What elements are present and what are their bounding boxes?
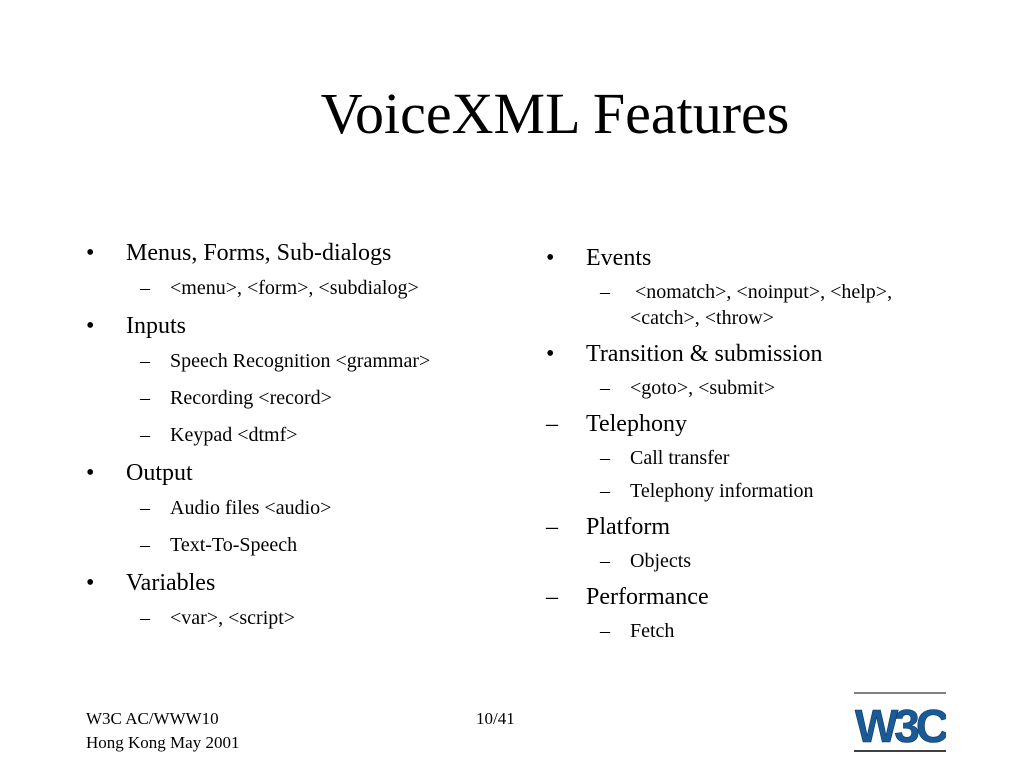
- dash-marker: –: [600, 377, 610, 399]
- bullet-text: Platform: [586, 514, 670, 540]
- w3c-logo-text: W3C: [854, 700, 946, 752]
- dash-marker: –: [600, 480, 610, 502]
- dash-marker: –: [600, 550, 610, 572]
- bullet-marker: •: [546, 245, 555, 271]
- dash-marker: –: [140, 534, 150, 556]
- bullet-text: <nomatch>, <noinput>, <help>, <catch>, <throw>: [630, 281, 898, 329]
- bullet-text: Speech Recognition <grammar>: [170, 350, 431, 372]
- right-bullet-list: [544, 243, 984, 644]
- sub-bullet-item: [544, 445, 984, 471]
- footer-info: [86, 707, 239, 755]
- bullet-marker: •: [546, 341, 555, 367]
- bullet-item: [544, 243, 984, 273]
- dash-marker: –: [140, 607, 150, 629]
- bullet-text: Inputs: [126, 313, 186, 339]
- bullet-text: Output: [126, 460, 193, 486]
- bullet-text: Transition & submission: [586, 341, 823, 367]
- bullet-text: Text-To-Speech: [170, 534, 298, 556]
- dash-marker: –: [546, 584, 558, 610]
- dash-marker: –: [140, 424, 150, 446]
- bullet-text: Objects: [630, 550, 692, 572]
- sub-bullet-item: [84, 348, 524, 374]
- bullet-item: [544, 512, 984, 542]
- sub-bullet-item: [84, 605, 524, 631]
- bullet-item: [544, 339, 984, 369]
- bullet-item: [84, 311, 524, 341]
- dash-marker: –: [546, 514, 558, 540]
- sub-bullet-item: [544, 478, 984, 504]
- page-number: 10/41: [476, 709, 515, 728]
- dash-marker: –: [140, 350, 150, 372]
- bullet-text: Audio files <audio>: [170, 497, 332, 519]
- sub-bullet-item: [544, 548, 984, 574]
- bullet-item: [84, 568, 524, 598]
- bullet-text: Fetch: [630, 620, 675, 642]
- dash-marker: –: [140, 497, 150, 519]
- dash-marker: –: [600, 281, 610, 303]
- bullet-text: Call transfer: [630, 447, 730, 469]
- bullet-item: [84, 458, 524, 488]
- sub-bullet-item: [544, 279, 930, 331]
- dash-marker: –: [600, 447, 610, 469]
- sub-bullet-item: [84, 532, 524, 558]
- sub-bullet-item: [544, 618, 984, 644]
- bullet-item: [84, 238, 524, 268]
- bullet-text: Recording <record>: [170, 387, 332, 409]
- bullet-marker: •: [86, 460, 95, 486]
- w3c-logo: [854, 692, 946, 752]
- bullet-text: <menu>, <form>, <subdialog>: [170, 277, 419, 299]
- sub-bullet-item: [84, 385, 524, 411]
- bullet-marker: •: [86, 240, 95, 266]
- sub-bullet-item: [84, 275, 524, 301]
- bullet-marker: •: [86, 313, 95, 339]
- sub-bullet-item: [544, 375, 984, 401]
- bullet-text: Events: [586, 245, 652, 271]
- bullet-marker: •: [86, 570, 95, 596]
- dash-marker: –: [546, 411, 558, 437]
- bullet-item: [544, 582, 984, 612]
- sub-bullet-item: [84, 422, 524, 448]
- dash-marker: –: [140, 387, 150, 409]
- bullet-text: Menus, Forms, Sub-dialogs: [126, 240, 392, 266]
- bullet-text: Telephony information: [630, 480, 814, 502]
- bullet-text: <var>, <script>: [170, 607, 296, 629]
- bullet-text: Keypad <dtmf>: [170, 424, 298, 446]
- bullet-item: [544, 409, 984, 439]
- dash-marker: –: [140, 277, 150, 299]
- w3c-logo-icon: [854, 692, 946, 752]
- footer-line-2: Hong Kong May 2001: [86, 733, 240, 752]
- slide-title: VoiceXML Features: [320, 81, 790, 146]
- sub-bullet-item: [84, 495, 524, 521]
- bullet-text: Telephony: [586, 411, 687, 437]
- left-bullet-list: [84, 238, 524, 631]
- dash-marker: –: [600, 620, 610, 642]
- bullet-text: Performance: [586, 584, 709, 610]
- bullet-text: <goto>, <submit>: [630, 377, 776, 399]
- bullet-text: Variables: [126, 570, 216, 596]
- footer-line-1: W3C AC/WWW10: [86, 709, 219, 728]
